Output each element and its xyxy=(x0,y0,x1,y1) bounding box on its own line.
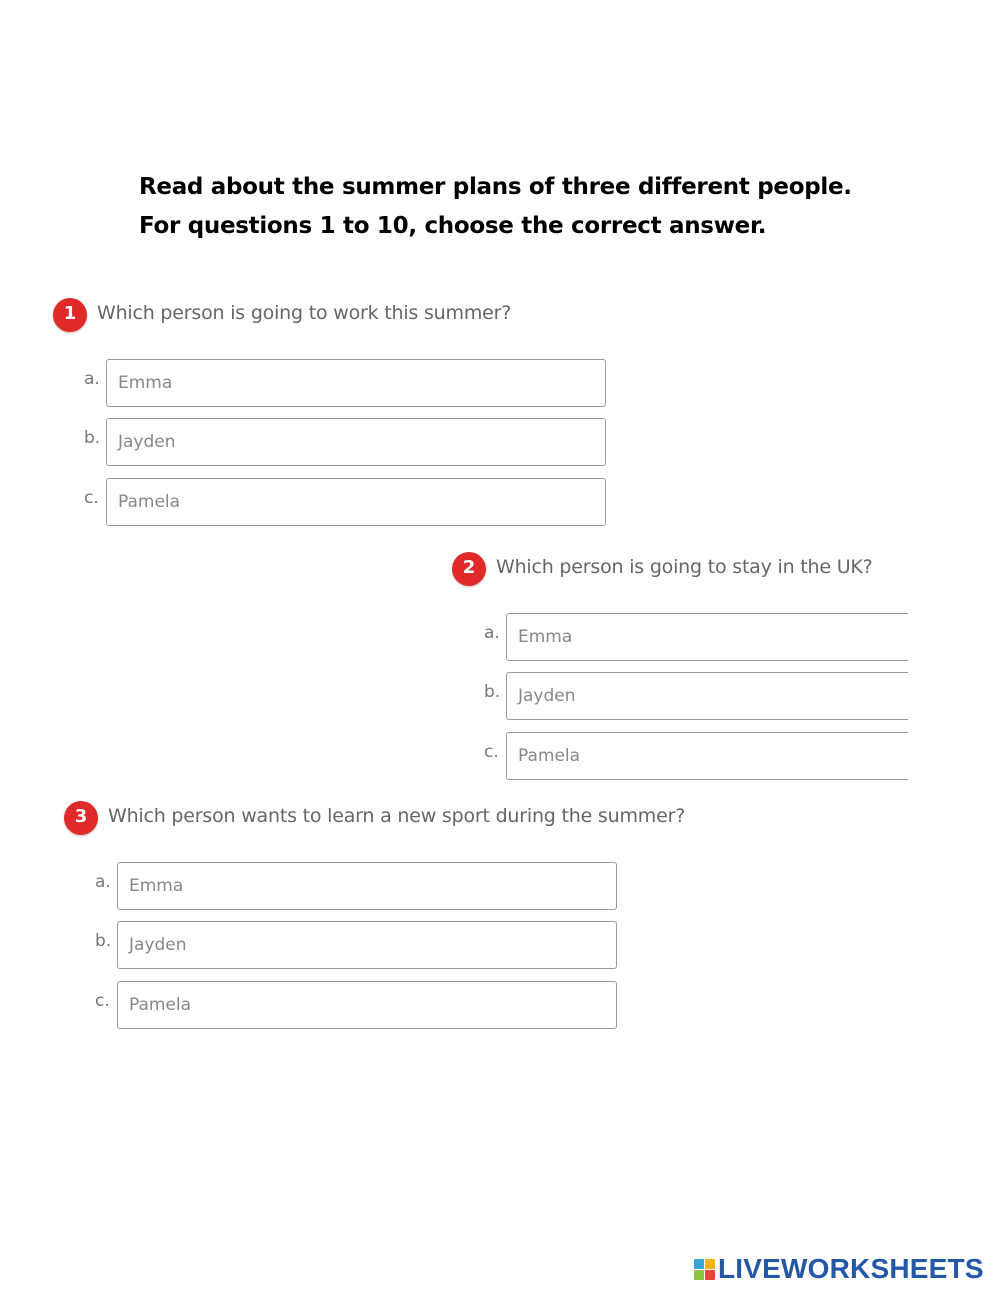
answer-choice-jayden[interactable]: Jayden xyxy=(117,921,617,969)
logo-square xyxy=(694,1259,704,1269)
question-header xyxy=(53,298,613,338)
answer-choice-pamela[interactable]: Pamela xyxy=(106,478,606,526)
option-letter: a. xyxy=(95,872,111,892)
question-text: Which person wants to learn a new sport during the summer? xyxy=(108,805,686,827)
liveworksheets-logo-icon xyxy=(694,1259,715,1280)
logo-square xyxy=(694,1270,704,1280)
option-letter: b. xyxy=(84,428,101,448)
option-letter: b. xyxy=(484,682,501,702)
question-number-badge: 1 xyxy=(53,298,87,332)
answer-choice-jayden[interactable]: Jayden xyxy=(506,672,908,720)
liveworksheets-logo xyxy=(694,1254,984,1284)
logo-square xyxy=(705,1270,715,1280)
instructions-text: Read about the summer plans of three different people. For questions 1 to 10, choose the correct answer. xyxy=(139,174,852,239)
option-letter: c. xyxy=(484,742,499,762)
option-letter: c. xyxy=(84,488,99,508)
answer-choice-emma[interactable]: Emma xyxy=(117,862,617,910)
question-1 xyxy=(53,298,613,538)
answer-choice-pamela[interactable]: Pamela xyxy=(506,732,908,780)
answer-choice-pamela[interactable]: Pamela xyxy=(117,981,617,1029)
question-text: Which person is going to work this summer? xyxy=(97,302,512,324)
question-header xyxy=(452,552,908,592)
logo-square xyxy=(705,1259,715,1269)
option-letter: a. xyxy=(484,623,500,643)
question-header xyxy=(64,801,686,841)
answer-choice-emma[interactable]: Emma xyxy=(506,613,908,661)
answer-choice-emma[interactable]: Emma xyxy=(106,359,606,407)
option-letter: c. xyxy=(95,991,110,1011)
question-number-badge: 2 xyxy=(452,552,486,586)
question-3 xyxy=(64,801,686,1041)
question-number-badge: 3 xyxy=(64,801,98,835)
question-text: Which person is going to stay in the UK? xyxy=(496,556,873,578)
option-letter: b. xyxy=(95,931,112,951)
option-letter: a. xyxy=(84,369,100,389)
logo-text: LIVEWORKSHEETS xyxy=(718,1253,984,1284)
question-2 xyxy=(452,552,908,792)
answer-choice-jayden[interactable]: Jayden xyxy=(106,418,606,466)
